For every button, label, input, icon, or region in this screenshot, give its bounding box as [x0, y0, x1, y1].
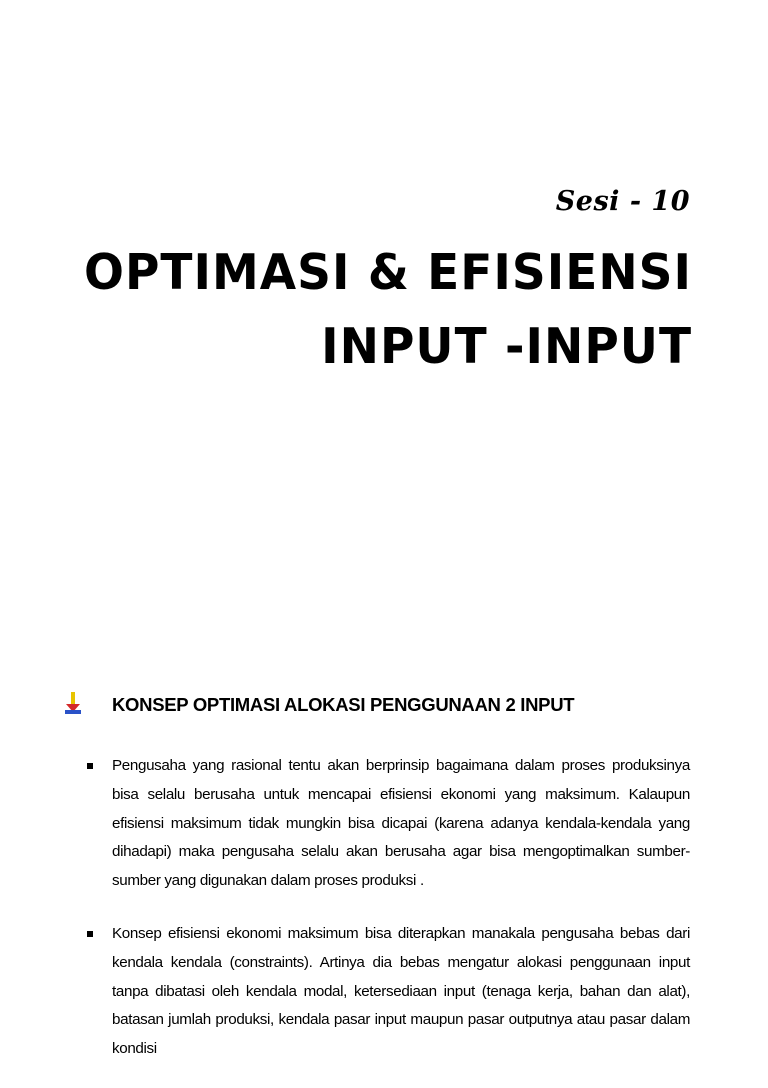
bullet-arrow-icon [62, 692, 84, 718]
session-label: Sesi - 10 [555, 186, 690, 217]
bullet-text: Pengusaha yang rasional tentu akan berprinsip bagaimana dalam proses produksinya bisa selalu berusaha untuk mencapai efisiensi ekonomi yang maksimum. Kalaupun efisiensi maksimum tidak mungkin bisa dicapai (karena adanya kendala-kendala yang dihadapi) maka pengusaha selalu akan berusaha agar bisa mengoptimalkan sumber-sumber yang digunakan dalam proses produksi . [112, 757, 690, 890]
title-line-2: INPUT -INPUT [321, 317, 692, 376]
section-heading-row [60, 690, 692, 726]
title-line-1: OPTIMASI & EFISIENSI [84, 243, 692, 302]
list-item [60, 920, 692, 1064]
list-item [60, 752, 692, 896]
section-heading: KONSEP OPTIMASI ALOKASI PENGGUNAAN 2 INPUT [112, 694, 575, 715]
square-bullet-icon [87, 931, 93, 937]
bullet-text: Konsep efisiensi ekonomi maksimum bisa diterapkan manakala pengusaha bebas dari kendala kendala (constraints). Artinya dia bebas mengatur alokasi penggunaan input tanpa dibatasi oleh kendala modal, ketersediaan input (tenaga kerja, bahan dan alat), batasan jumlah produksi, kendala pasar input maupun pasar outputnya atau pasar dalam kondisi [112, 924, 690, 1058]
bullet-list [60, 752, 692, 1088]
content-section [60, 690, 692, 1058]
square-bullet-icon [87, 763, 93, 769]
